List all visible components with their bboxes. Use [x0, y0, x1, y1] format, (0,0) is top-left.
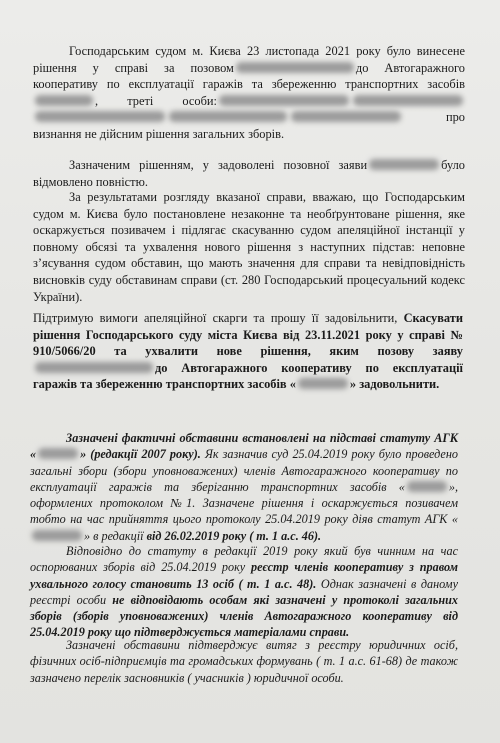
paragraph-grounds: За результатами розгляду вказаної справи, вважаю, що Господарським судом м. Києва було постановлене незаконне та необґрунтоване рішення, яке оскаржується позивачем і підлягає скасуванню судом апеляційної інстанції у повному обсязі та ухвалення нового рішення з наступних підстав: неповне з’ясування судом обставин, що мають значення для справи та невідповідність висновків суду обставинам справи (ст. 280 Господарський процесуальний кодекс України).: [33, 190, 465, 304]
redacted-third-parties: [353, 95, 463, 106]
paragraph-decision: Господарським судом м. Києва 23 листопада 2021 року було винесене рішення у справі за позовом до Автогаражного кооперативу по експлуатації гаражів та збереженню транспортних засобів, треті особи: про визнання не дійсним рішення загальних зборів.: [33, 44, 465, 141]
redacted-plaintiff: [35, 362, 153, 373]
redacted-third-parties: [169, 111, 287, 122]
redacted-coop-name: [298, 378, 348, 389]
paragraph-refusal: Зазначеним рішенням, у задоволені позовної заяви було відмовлено повністю.: [33, 158, 465, 189]
redacted-third-parties: [291, 111, 401, 122]
redacted-coop-name: [32, 530, 82, 541]
redacted-coop-name: [407, 481, 447, 492]
redacted-third-parties: [35, 111, 165, 122]
paragraph-registry-extract: Зазначені обставини підтверджує витяг з реєстру юридичних осіб, фізичних осіб-підприємців та громадських формувань ( т. 1 а.с. 61-68) де також зазначено перелік засновників ( учасників ) юридичної особи.: [30, 638, 458, 685]
paragraph-request: Підтримую вимоги апеляційної скарги та прошу її задовільнити, Скасувати рішення Господарського суду міста Києва від 23.11.2021 року у справі № 910/5066/20 та ухвалити нове рішення, яким позову заявудо Автогаражного кооперативу по експлуатації гаражів та збереженню транспортних засобів « » задовольнити.: [33, 311, 463, 392]
redacted-plaintiff: [369, 159, 439, 170]
paragraph-statute: Зазначені фактичні обставини встановлені на підставі статуту АГК « » (редакції 2007 року). Як зазначив суд 25.04.2019 року було проведено загальні збори (збори уповноважених) членів Автогаражного кооперативу по експлуатації гаражів та зберіганню транспортних засобів « », оформлених протоколом №1. Зазначене рішення і оскаржується позивачем тобто на час прийняття цього протоколу 25.04.2019 року діяв статут АГК «» в редакції від 26.02.2019 року ( т. 1 а.с. 46).: [30, 431, 458, 543]
paragraph-members-register: Відповідно до статуту в редакції 2019 року який був чинним на час оспорюваних зборів від 25.04.2019 року реєстр членів кооперативу з правом ухвального голосу становить 13 осіб ( т. 1 а.с. 48). Однак зазначені в даному реєстрі особи не відповідають особам які зазначені у протоколі загальних зборів (зборів уповноважених) членів Автогаражного кооперативу від 25.04.2019 року що підтверджується матеріалами справи.: [30, 544, 459, 640]
redacted-plaintiff: [236, 62, 354, 73]
redacted-third-parties: [219, 95, 349, 106]
redacted-coop-name: [38, 448, 78, 459]
redacted-coop-name: [35, 95, 93, 106]
